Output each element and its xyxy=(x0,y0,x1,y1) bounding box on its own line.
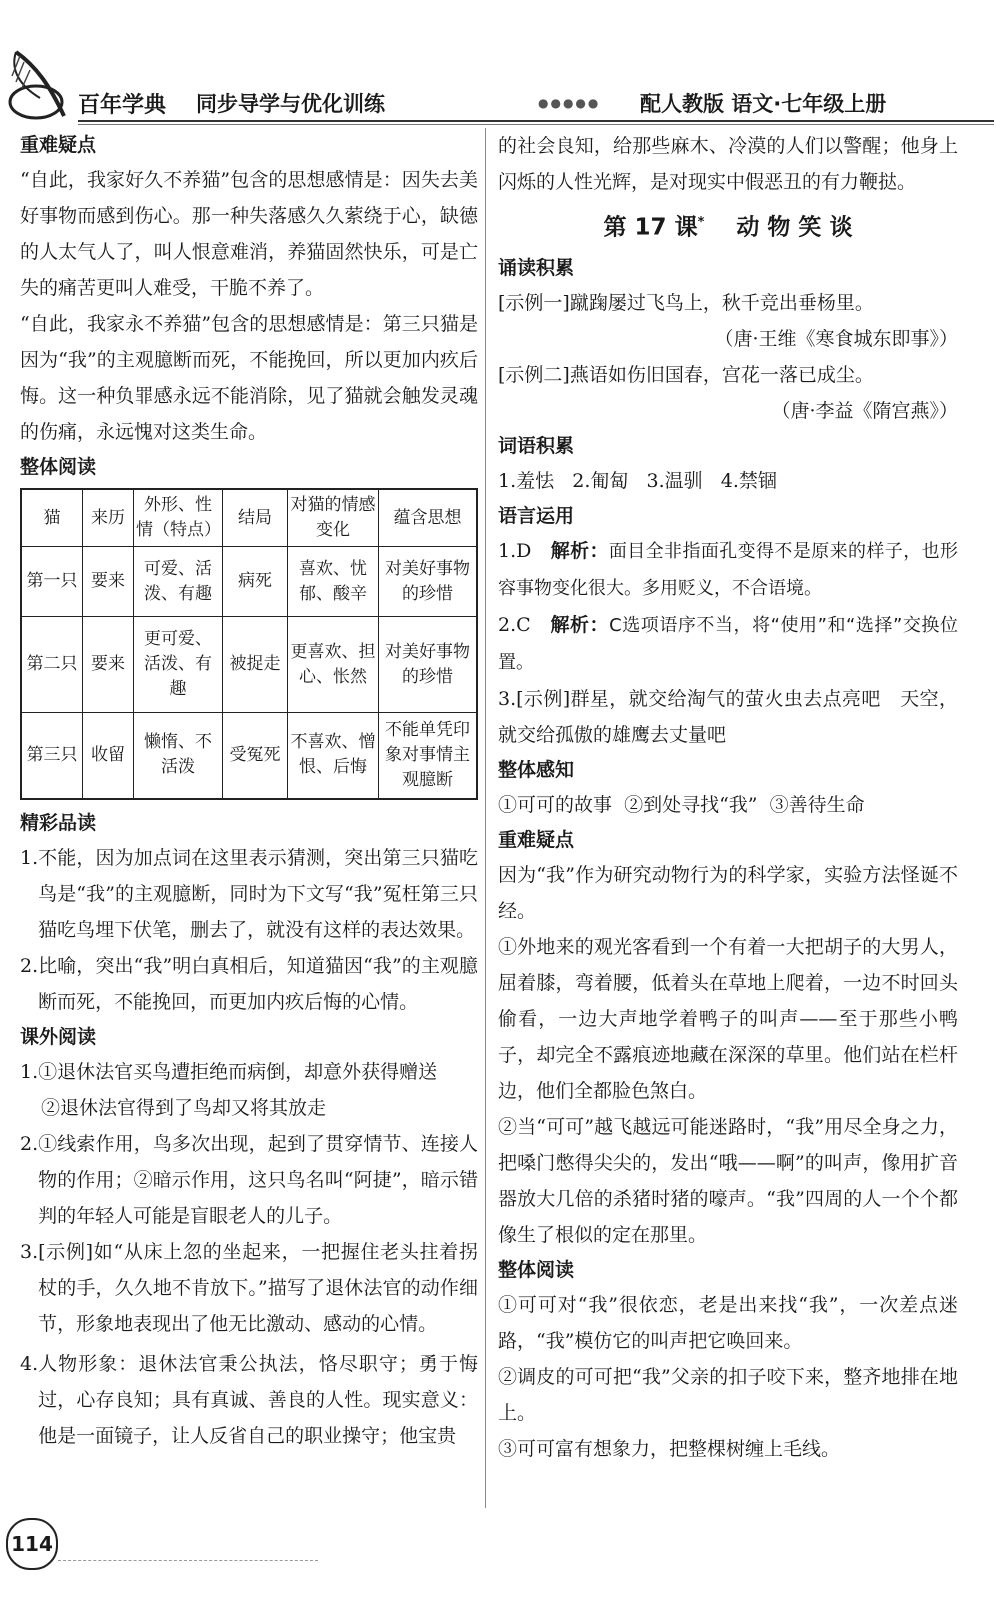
column-divider xyxy=(485,128,486,1508)
table-row xyxy=(21,547,477,617)
section-title: 语言运用 xyxy=(498,504,575,527)
item-text: 比喻，突出“我”明白真相后，知道猫因“我”的主观臆断而死，不能挽回，而更加内疚后悔的心情。 xyxy=(38,954,478,1013)
section-title: 词语积累 xyxy=(498,434,575,457)
list-item xyxy=(20,948,478,1020)
paragraph: [示例二]燕语如伤旧国春，宫花一落已成尘。 xyxy=(498,363,874,386)
item-number: 2. xyxy=(20,954,39,977)
table-cell: 要来 xyxy=(83,547,134,617)
analysis-label: 解析： xyxy=(550,539,609,562)
answer-head: 1.D xyxy=(498,539,532,562)
left-column xyxy=(20,128,478,1454)
paragraph: ③可可富有想象力，把整棵树缠上毛线。 xyxy=(498,1437,841,1460)
list-item xyxy=(20,1234,478,1342)
paragraph: 的社会良知，给那些麻木、冷漠的人们以警醒；他身上闪烁的人性光辉，是对现实中假恶丑的有力鞭挞。 xyxy=(498,135,958,193)
table-cell: 第一只 xyxy=(21,547,83,617)
page-header xyxy=(0,40,996,120)
table-header-cell: 外形、性情（特点） xyxy=(134,489,223,547)
edition-label: 配人教版 语文·七年级上册 xyxy=(640,92,887,116)
header-rule-thin xyxy=(78,124,994,125)
item-text: 不能，因为加点词在这里表示猜测，突出第三只猫吃鸟是“我”的主观臆断，同时为下文写“我”冤枉第三只猫吃鸟埋下伏笔，删去了，就没有这样的表达效果。 xyxy=(38,846,478,941)
right-column xyxy=(498,128,958,1467)
table-cell: 受冤死 xyxy=(223,713,288,799)
paragraph: “自此，我家永不养猫”包含的思想感情是：第三只猫是因为“我”的主观臆断而死，不能挽回，所以更加内疚后悔。这一种负罪感永远不能消除，见了猫就会触发灵魂的伤痛，永远愧对这类生命。 xyxy=(20,313,478,443)
paragraph: ①可可的故事 ②到处寻找“我” ③善待生命 xyxy=(498,793,865,816)
lesson-title xyxy=(498,200,958,251)
item-text: ①退休法官买鸟遭拒绝而病倒，却意外获得赠送 xyxy=(38,1060,438,1083)
table-cell: 被捉走 xyxy=(223,617,288,713)
section-title: 整体阅读 xyxy=(498,1258,575,1281)
table-cell: 收留 xyxy=(83,713,134,799)
table-cell: 懒惰、不活泼 xyxy=(134,713,223,799)
header-dots: ●●●●● xyxy=(538,96,601,110)
list-item xyxy=(20,1090,478,1126)
section-title: 课外阅读 xyxy=(20,1025,97,1048)
analysis-label: 解析： xyxy=(550,613,610,636)
quill-logo-icon xyxy=(6,46,76,122)
analysis-text: C选项语序不当，将“使用”和“选择”交换位置。 xyxy=(498,614,958,673)
item-number: 4. xyxy=(20,1352,39,1375)
paragraph: “自此，我家好久不养猫”包含的思想感情是：因失去美好事物而感到伤心。那一种失落感久久萦绕于心，缺德的人太气人了，叫人恨意难消，养猫固然快乐，可是亡失的痛苦更叫人难受，干脆不养了。 xyxy=(20,169,478,299)
paragraph: 1.羞怯 2.匍匐 3.温驯 4.禁锢 xyxy=(498,469,777,492)
table-row xyxy=(21,713,477,799)
table-header-cell: 结局 xyxy=(223,489,288,547)
list-item xyxy=(20,1126,478,1234)
list-item xyxy=(20,1346,478,1454)
table-header-cell: 猫 xyxy=(21,489,83,547)
table-cell: 不喜欢、憎恨、后悔 xyxy=(288,713,379,799)
table-header-cell: 来历 xyxy=(83,489,134,547)
table-cell: 可爱、活泼、有趣 xyxy=(134,547,223,617)
paragraph: 3.[示例]群星，就交给淘气的萤火虫去点亮吧 天空，就交给孤傲的雄鹰去丈量吧 xyxy=(498,687,958,746)
table-cell: 第三只 xyxy=(21,713,83,799)
table-cell: 对美好事物的珍惜 xyxy=(379,547,478,617)
table-cell: 更可爱、活泼、有趣 xyxy=(134,617,223,713)
section-title: 精彩品读 xyxy=(20,811,97,834)
section-title: 诵读积累 xyxy=(498,256,575,279)
item-text: [示例]如“从床上忽的坐起来，一把握住老头拄着拐杖的手，久久地不肯放下。”描写了退休法官的动作细节，形象地表现出了他无比激动、感动的心情。 xyxy=(38,1240,478,1335)
list-item xyxy=(20,840,478,948)
table-cell: 病死 xyxy=(223,547,288,617)
item-number: 3. xyxy=(20,1240,39,1263)
section-title: 整体感知 xyxy=(498,758,575,781)
footer-rule xyxy=(58,1560,318,1561)
table-cell: 对美好事物的珍惜 xyxy=(379,617,478,713)
paragraph: [示例一]蹴踘屡过飞鸟上，秋千竞出垂杨里。 xyxy=(498,291,874,314)
section-title: 整体阅读 xyxy=(20,456,97,478)
answer-item xyxy=(498,533,958,607)
source-citation: （唐·李益《隋宫燕》） xyxy=(771,399,958,422)
source-citation: （唐·王维《寒食城东即事》） xyxy=(714,327,958,350)
paragraph: ①外地来的观光客看到一个有着一大把胡子的大男人，屈着膝，弯着腰，低着头在草地上爬着，一边不时回头偷看，一边大声地学着鸭子的叫声——至于那些小鸭子，却完全不露痕迹地藏在深深的草里。他们站在栏杆边，他们全都脸色煞白。 xyxy=(498,935,958,1102)
item-number: 2. xyxy=(20,1132,39,1155)
header-rule xyxy=(78,120,994,122)
answer-item xyxy=(498,607,958,681)
brand-title: 百年学典 xyxy=(78,93,167,118)
paragraph: ②调皮的可可把“我”父亲的扣子咬下来，整齐地排在地上。 xyxy=(498,1365,958,1424)
lesson-number: 第 17 课 xyxy=(603,214,698,241)
table-row xyxy=(21,617,477,713)
lesson-mark: * xyxy=(697,215,705,230)
item-text: ②退休法官得到了鸟却又将其放走 xyxy=(41,1096,327,1119)
item-number: 1. xyxy=(20,1060,39,1083)
table-cell: 第二只 xyxy=(21,617,83,713)
list-item xyxy=(20,1054,478,1090)
item-text: ①线索作用，鸟多次出现，起到了贯穿情节、连接人物的作用；②暗示作用，这只鸟名叫“阿捷”，暗示错判的年轻人可能是盲眼老人的儿子。 xyxy=(38,1132,478,1227)
answer-head: 2.C xyxy=(498,613,531,636)
book-subtitle: 同步导学与优化训练 xyxy=(196,92,385,116)
paragraph: ②当“可可”越飞越远可能迷路时，“我”用尽全身之力，把嗓门憋得尖尖的，发出“哦——啊”的叫声，像用扩音器放大几倍的杀猪时猪的嚎声。“我”四周的人一个个都像生了根似的定在那里。 xyxy=(498,1115,958,1246)
table-header-row xyxy=(21,489,477,547)
table-cell: 不能单凭印象对事情主观臆断 xyxy=(379,713,478,799)
table-header-cell: 蕴含思想 xyxy=(379,489,478,547)
paragraph: 因为“我”作为研究动物行为的科学家，实验方法怪诞不经。 xyxy=(498,863,958,922)
analysis-text: 面目全非指面孔变得不是原来的样子，也形容事物变化很大。多用贬义，不合语境。 xyxy=(498,540,958,599)
page-number: 114 xyxy=(6,1518,58,1570)
table-header-cell: 对猫的情感变化 xyxy=(288,489,379,547)
table-cell: 喜欢、忧郁、酸辛 xyxy=(288,547,379,617)
lesson-name: 动 物 笑 谈 xyxy=(736,214,853,241)
section-title: 重难疑点 xyxy=(20,134,97,156)
item-number: 1. xyxy=(20,846,39,869)
table-cell: 更喜欢、担心、怅然 xyxy=(288,617,379,713)
paragraph: ①可可对“我”很依恋，老是出来找“我”，一次差点迷路，“我”模仿它的叫声把它唤回来。 xyxy=(498,1293,958,1352)
section-title: 重难疑点 xyxy=(498,828,575,851)
cats-table xyxy=(20,488,478,800)
item-text: 人物形象：退休法官秉公执法，恪尽职守；勇于悔过，心存良知；具有真诚、善良的人性。现实意义：他是一面镜子，让人反省自己的职业操守；他宝贵 xyxy=(38,1352,478,1447)
table-cell: 要来 xyxy=(83,617,134,713)
